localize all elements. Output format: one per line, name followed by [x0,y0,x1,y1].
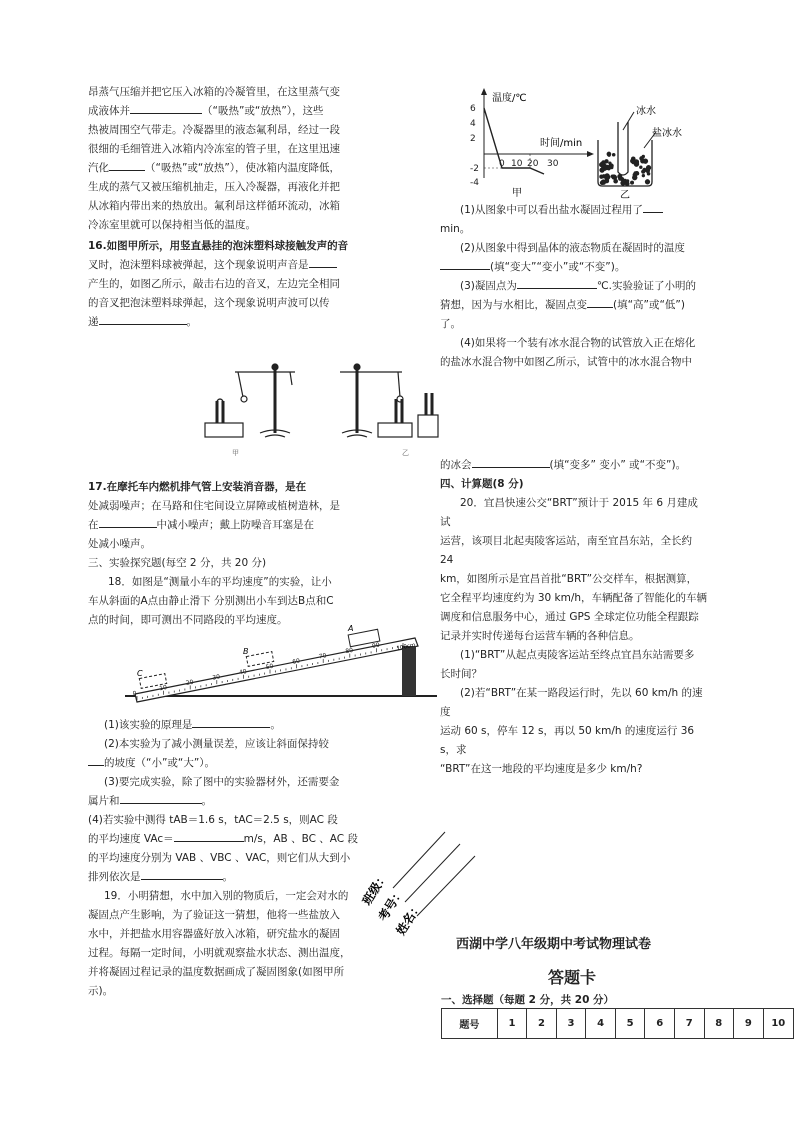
table-header-label: 题号 [442,1009,498,1039]
school-title: 西湖中学八年级期中考试物理试卷 [456,937,652,952]
text-line: (填“变大”“变小”或“不变”)。 [440,258,708,277]
text-line: 生成的蒸气又被压缩机抽走，压入冷凝器，再液化并把 [88,181,340,193]
text-line: 处减弱噪声；在马路和住宅间设立屏障或植树造林，是 [88,500,340,512]
tuning-fork-figure [200,355,440,460]
x-tick-label: 20 [527,159,539,169]
ice-chunk [630,181,634,185]
answer-blank[interactable] [120,803,202,804]
ice-chunk [600,168,604,172]
ice-chunk [604,179,609,184]
ice-chunk [642,169,645,172]
answer-blank[interactable] [309,267,337,268]
text-line: 记录并实时传递每台运营车辆的各种信息。 [440,630,640,642]
y-tick-label: -2 [470,164,479,174]
table-header-cell: 4 [586,1009,616,1039]
section-heading-3: 三、实验探究题(每空 2 分，共 20 分) [88,557,267,569]
ice-chunk [642,174,645,177]
text-line: 运营，该项目北起夷陵客运站，南至宜昌东站，全长约 24 [440,535,692,566]
label-c: C [137,669,143,678]
answer-blank[interactable] [99,324,187,325]
card-title: 答题卡 [548,968,597,987]
incline-ramp-figure [115,618,445,710]
section-heading-4: 四、计算题(8 分) [440,478,524,490]
ramp-tick-label: 90 [371,641,381,650]
q18-sub2b: 的坡度（“小”或“大”）。 [88,754,358,773]
y-tick-label: 4 [470,119,476,129]
answer-blank[interactable] [109,170,145,171]
table-header-cell: 6 [645,1009,675,1039]
q19-sub3: (3)凝固点为 ℃.实验验证了小明的 [460,280,697,292]
text-line: 过程。每隔一定时间，小明就观察盐水状态、测出温度， [88,947,351,959]
table-header-cell: 1 [497,1009,527,1039]
q20-sub2: (2)若“BRT”在某一路段运行时，先以 60 km/h 的速度 [440,687,703,718]
ice-chunk [613,179,618,184]
cooling-graph [470,86,600,198]
table-header-cell: 8 [704,1009,734,1039]
ice-chunk [645,179,650,184]
ice-chunk [633,171,637,175]
fork-label-yi: 乙 [402,449,409,457]
text-line: 很细的毛细管进入冰箱内冷冻室的管子里，在这里迅速 [88,143,340,155]
ice-chunk [604,173,609,178]
ice-chunk [613,176,617,180]
answer-blank[interactable] [130,113,202,114]
fork-setup-jia [205,364,295,437]
exam-no-label: 考号： [375,885,407,924]
question-19 [88,887,358,1001]
ramp-tick-label: 70 [318,652,328,661]
q18-sub4b: 的平均速度 VAc＝ m/s，AB 、BC 、AC 段 [88,833,358,845]
beaker-figure [590,100,700,200]
text-line: 猜想，因为与水相比，凝固点变 (填“高”或“低”) [440,299,685,311]
ice-chunk [630,158,635,163]
text-line: km，如图所示是宜昌首批“BRT”公交样车，根据测算， [440,573,698,585]
table-header-cell: 7 [674,1009,704,1039]
q18-sub3: (3)要完成实验，除了图中的实验器材外，还需要金 [104,776,340,788]
question-20 [440,494,708,779]
table-header-cell: 9 [734,1009,764,1039]
y-tick-label: -4 [470,178,479,188]
table-header-cell: 3 [556,1009,586,1039]
answer-blank[interactable] [440,269,490,270]
text-line: 凝固点产生影响，为了验证这一猜想，他将一些盐放入 [88,909,340,921]
q19-sub4: (4)如果将一个装有冰水混合物的试管放入正在熔化 [460,337,696,349]
text-line: 的音叉把泡沫塑料球弹起，这个现象说明声波可以传 [88,297,330,309]
text-line: 18．如图是“测量小车的平均速度”的实验，让小 [108,576,332,588]
fork-setup-yi-right [418,393,438,437]
text-line: 在 中减小噪声；戴上防噪音耳塞是在 [88,519,314,531]
text-line: 叉时，泡沫塑料球被弹起，这个现象说明声音是 [88,256,358,275]
ice-chunk [600,181,604,185]
q18-sub4c: 的平均速度分别为 VAB 、VBC 、VAC，则它们从大到小 [88,852,351,864]
name-label: 姓名： [393,899,425,938]
answer-blank[interactable] [192,727,270,728]
ice-chunk [607,152,612,157]
ice-chunk [612,153,616,157]
text-line: 运动 60 s，停车 12 s，再以 50 km/h 的速度运行 36 s，求 [440,725,695,756]
answer-blank[interactable] [174,841,244,842]
question-17 [88,478,358,554]
table-header-cell: 10 [763,1009,793,1039]
text-line: 产生的，如图乙所示，敲击右边的音叉，左边完全相同 [88,278,340,290]
ramp-tick-label: 0 [132,690,138,698]
text-line: 的盐冰水混合物中如图乙所示，试管中的冰水混合物中 [440,356,692,368]
ramp-tick-label: 30 [211,673,221,682]
ice-chunk [607,167,611,171]
class-label: 班级： [359,869,391,908]
text-line: 车从斜面的A点由静止滑下 分别测出小车到达B点和C [88,595,334,607]
ramp-tick-label: 80 [344,646,354,656]
text-line: 16.如图甲所示，用竖直悬挂的泡沫塑料球接触发声的音 [88,240,349,252]
binding-lines [355,830,485,940]
support-block [402,646,416,696]
text-line: min。 [440,223,471,235]
x-tick-label: 30 [547,159,559,169]
beaker-label-ice-water: 冰水 [636,106,656,117]
q19-sub2: (2)从图象中得到晶体的液态物质在凝固时的温度 [460,242,685,254]
text-line: 点的时间，即可测出不同路段的平均速度。 [88,614,288,626]
y-tick-label: 6 [470,104,476,114]
ramp-tick-label: 20 [185,678,195,688]
ice-chunk [618,177,622,181]
answer-blank[interactable] [141,879,223,880]
ice-chunk [647,172,651,176]
table-header-cell: 5 [615,1009,645,1039]
table-row [442,1009,794,1039]
label-a: A [348,624,354,633]
answer-blank[interactable] [88,765,104,766]
answer-blank[interactable] [472,467,550,468]
ramp-tick-label: 50 [265,662,274,672]
text-line: 了。 [440,318,461,330]
text-line: 19．小明猜想，水中加入别的物质后，一定会对水的 [104,890,349,902]
label-b: B [243,647,249,656]
text-line: 20．宜昌快速公交“BRT”预计于 2015 年 6 月建成试 [440,497,698,528]
text-line: 从冰箱内带出来的热放出。氟利昂这样循环流动，冰箱 [88,200,340,212]
q18-sub2: (2)本实验为了减小测量误差，应该让斜面保持较 [104,738,329,750]
text-line: 示)。 [88,985,114,997]
graph-label-jia: 甲 [512,188,522,198]
text-line: 的冰会 (填“变多” 变小” 或“不变”)。 [440,459,687,471]
text-line: 递 。 [88,316,197,328]
graph-label-yi: 乙 [620,190,630,200]
y-tick-label: 2 [470,134,476,144]
ice-chunk [642,155,645,158]
text-line: 水中，并把盐水用容器盛好放入冰箱，研究盐水的凝固 [88,928,340,940]
q18-sub4: (4)若实验中测得 tAB＝1.6 s，tAC＝2.5 s，则AC 段 [88,814,338,826]
q19-sub1: (1)从图象中可以看出盐水凝固过程用了 [440,201,708,220]
text-line: 汽化 （“吸热”或“放热”），使冰箱内温度降低， [88,162,341,174]
section-heading-1: 一、选择题（每题 2 分，共 20 分） [441,994,615,1006]
ice-chunk [639,166,642,169]
para-refrigerator [88,83,358,235]
question-16 [88,237,358,332]
text-line: 冷冻室里就可以保持相当低的温度。 [88,219,256,231]
ramp-tick-label: 10 [158,683,168,693]
fork-label-jia: 甲 [232,449,239,457]
text-line: 并将凝固过程记录的温度数据画成了凝固图象(如图甲所 [88,966,345,978]
q18-sub1: (1)该实验的原理是 。 [104,719,281,731]
text-line: 调度和信息服务中心，通过 GPS 全球定位功能全程跟踪 [440,611,699,623]
q20-sub1: (1)“BRT”从起点夷陵客运站至终点宜昌东站需要多 [460,649,695,661]
fork-setup-yi [340,364,412,437]
answer-blank[interactable] [587,307,613,308]
ice-chunk [608,161,611,164]
text-line: 17.在摩托车内燃机排气管上安装消音器，是在 [88,481,307,493]
text-line: 它全程平均速度约为 30 km/h，车辆配备了智能化的车辆 [440,592,708,604]
text-line: 成液体并 （“吸热”或“放热”），这些 [88,105,324,117]
q18-sub4d: 排列依次是 。 [88,871,233,883]
graph-xlabel: 时间/min [540,138,583,149]
answer-blank[interactable] [517,288,597,289]
ramp-unit: 100cm [396,642,416,652]
q18-sub3b: 属片和 。 [88,795,212,807]
text-line: 长时间？ [440,668,482,680]
text-line: 热被周围空气带走。冷凝器里的液态氟利昂，经过一段 [88,124,340,136]
beaker-label-salt-ice: 盐冰水 [652,128,682,139]
x-tick-label: 10 [511,159,523,169]
text-line: 处减小噪声。 [88,538,151,550]
ice-chunk [620,180,625,185]
answer-table [441,1008,794,1039]
text-line: “BRT”在这一地段的平均速度是多少 km/h? [440,763,643,775]
answer-blank[interactable] [99,527,157,528]
table-header-cell: 2 [527,1009,557,1039]
ramp-tick-label: 40 [238,668,248,677]
graph-ylabel: 温度/℃ [492,93,527,104]
ice-chunk [626,179,629,182]
text-line: 昂蒸气压缩并把它压入冰箱的冷凝管里，在这里蒸气变 [88,86,340,98]
ramp-tick-label: 60 [291,657,301,666]
answer-blank[interactable] [643,212,663,213]
x-tick-label: 0 [499,159,505,169]
ice-chunk [601,164,605,168]
ice-chunk [632,175,637,180]
